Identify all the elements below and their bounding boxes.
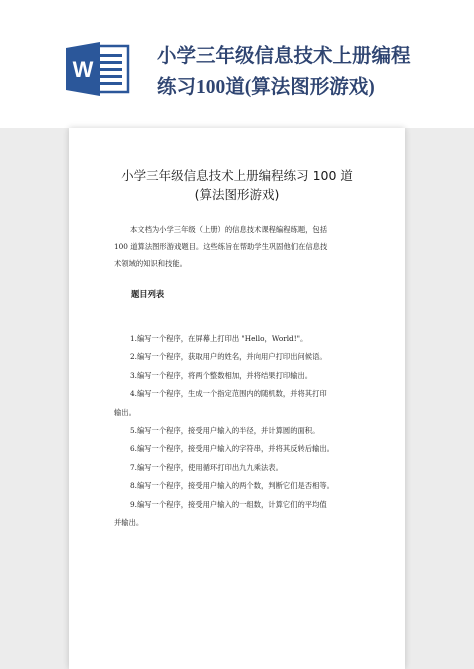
list-item: 7.编写一个程序，使用循环打印出九九乘法表。 [130, 462, 283, 472]
list-item: 3.编写一个程序，将两个整数相加，并将结果打印输出。 [130, 370, 313, 380]
document-title-line: 小学三年级信息技术上册编程练习 100 道 [121, 168, 353, 183]
document-page [69, 128, 405, 669]
word-document-icon [66, 40, 134, 98]
list-item-continuation: 输出。 [114, 407, 136, 417]
intro-line: 100 道算法图形游戏题目。这些练旨在帮助学生巩固他们在信息技 [114, 242, 328, 251]
list-item: 5.编写一个程序，接受用户输入的半径，并计算圆的面积。 [130, 426, 320, 436]
section-heading: 题目列表 [131, 289, 165, 299]
document-title [69, 166, 405, 204]
list-item: 1.编写一个程序，在屏幕上打印出 "Hello，World!"。 [130, 334, 308, 343]
intro-paragraph [114, 221, 364, 272]
header-title-line: 练习100道(算法图形游戏) [157, 77, 375, 98]
list-item-continuation: 并输出。 [114, 518, 144, 528]
exercise-list [114, 330, 374, 532]
header-title-line: 小学三年级信息技术上册编程 [157, 46, 411, 67]
word-logo-letter: W [72, 57, 94, 82]
list-item: 2.编写一个程序，获取用户的姓名，并向用户打印出问候语。 [130, 352, 327, 362]
list-item: 9.编写一个程序，接受用户输入的一组数，计算它们的平均值 [130, 499, 327, 509]
list-item: 8.编写一个程序，接受用户输入的两个数，判断它们是否相等。 [130, 481, 334, 491]
intro-line: 本文档为小学三年级（上册）的信息技术课程编程练题，包括 [130, 225, 328, 234]
document-title-line: (算法图形游戏) [194, 187, 280, 202]
list-item: 4.编写一个程序，生成一个指定范围内的随机数，并将其打印 [130, 389, 327, 399]
list-item: 6.编写一个程序，接受用户输入的字符串，并将其反转后输出。 [130, 444, 334, 454]
intro-line: 术领域的知识和技能。 [114, 259, 187, 268]
header [0, 0, 474, 128]
header-title [157, 41, 457, 103]
